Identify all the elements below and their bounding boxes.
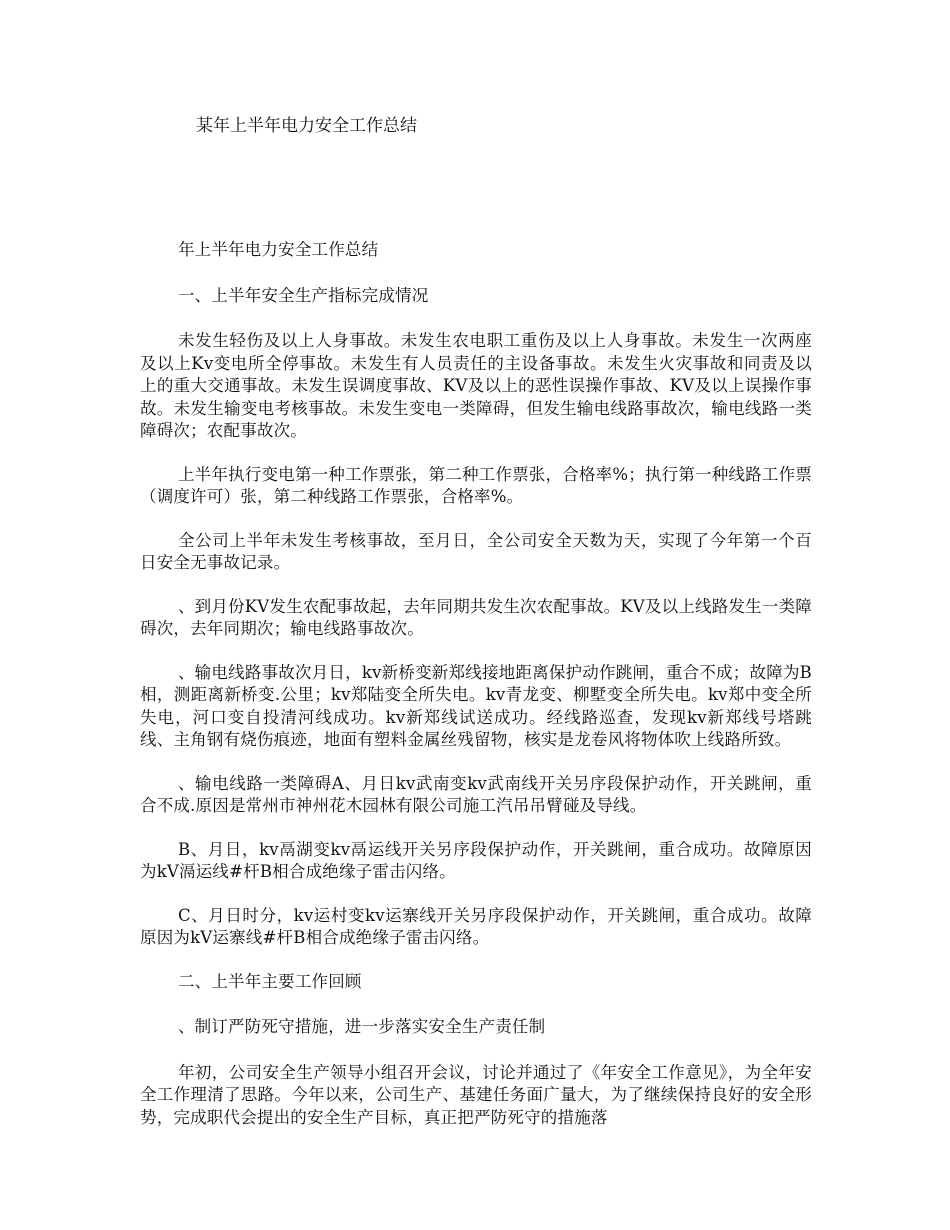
paragraph: 未发生轻伤及以上人身事故。未发生农电职工重伤及以上人身事故。未发生一次两座及以上Kv变电所全停事故。未发生有人员责任的主设备事故。未发生火灾事故和同责及以上的重大交通事故。未发生误调度事故、KV及以上的恶性误操作事故、KV及以上误操作事故。未发生输变电考核事故。未发生变电一类障碍，但发生输电线路事故次，输电线路一类障碍次；农配事故次。 bbox=[140, 331, 812, 440]
paragraph: 上半年执行变电第一种工作票张，第二种工作票张，合格率%；执行第一种线路工作票（调度许可）张，第二种线路工作票张，合格率%。 bbox=[140, 464, 812, 506]
paragraph: 、输电线路事故次月日，kv新桥变新郑线接地距离保护动作跳闸，重合不成；故障为B相，测距离新桥变.公里；kv郑陆变全所失电。kv青龙变、柳墅变全所失电。kv郑中变全所失电，河口变自投清河线成功。kv新郑线试送成功。经线路巡查，发现kv新郑线号塔跳线、主角钢有烧伤痕迹，地面有塑料金属丝残留物，核实是龙卷风将物体吹上线路所致。 bbox=[140, 662, 812, 749]
paragraph: C、月日时分，kv运村变kv运寨线开关另序段保护动作，开关跳闸，重合成功。故障原因为kV运寨线#杆B相合成绝缘子雷击闪络。 bbox=[140, 905, 812, 947]
subsection-heading: 、制订严防死守措施，进一步落实安全生产责任制 bbox=[177, 1017, 546, 1036]
document-title: 某年上半年电力安全工作总结 bbox=[196, 116, 417, 136]
paragraph: 全公司上半年未发生考核事故，至月日，全公司安全天数为天，实现了今年第一个百日安全无事故记录。 bbox=[140, 530, 812, 572]
paragraph: 年初，公司安全生产领导小组召开会议，讨论并通过了《年安全工作意见》，为全年安全工作理清了思路。今年以来，公司生产、基建任务面广量大，为了继续保持良好的安全形势，完成职代会提出的安全生产目标，真正把严防死守的措施落 bbox=[140, 1062, 812, 1127]
paragraph: 、到月份KV发生农配事故起，去年同期共发生次农配事故。KV及以上线路发生一类障碍次，去年同期次；输电线路事故次。 bbox=[140, 596, 812, 638]
paragraph: B、月日，kv鬲湖变kv鬲运线开关另序段保护动作，开关跳闸，重合成功。故障原因为kV滆运线#杆B相合成绝缘子雷击闪络。 bbox=[140, 839, 812, 881]
paragraph: 、输电线路一类障碍A、月日kv武南变kv武南线开关另序段保护动作，开关跳闸，重合不成.原因是常州市神州花木园林有限公司施工汽吊吊臂碰及导线。 bbox=[140, 773, 812, 815]
section-heading-2: 二、上半年主要工作回顾 bbox=[177, 971, 362, 991]
body-heading: 年上半年电力安全工作总结 bbox=[177, 240, 379, 259]
section-heading-1: 一、上半年安全生产指标完成情况 bbox=[177, 285, 429, 305]
document-body bbox=[140, 239, 812, 1150]
